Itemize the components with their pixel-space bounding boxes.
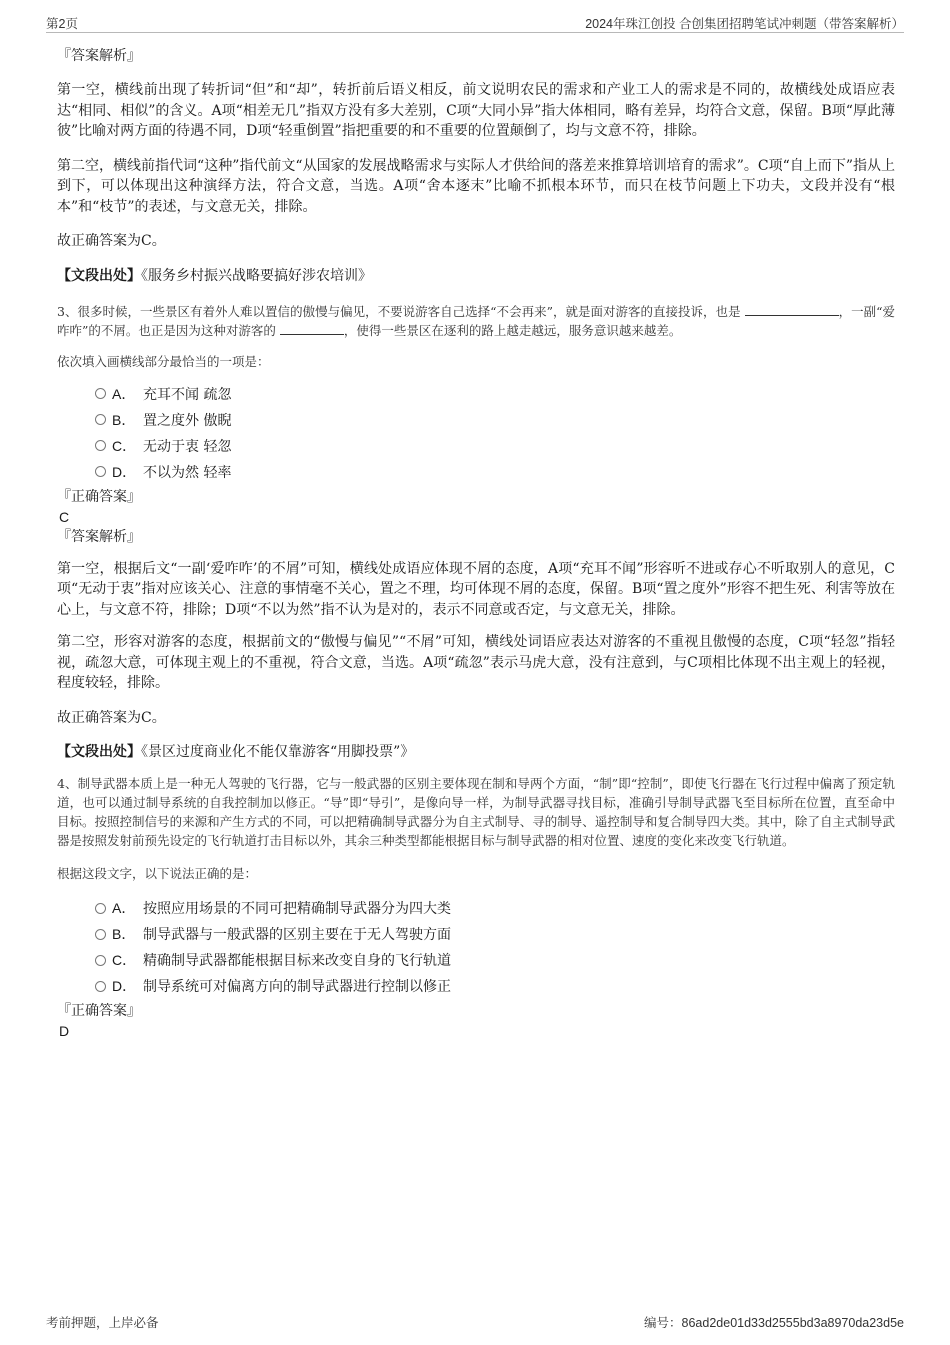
q3-blank-1 (745, 302, 839, 316)
radio-icon[interactable] (95, 466, 106, 477)
q2-conclusion: 故正确答案为C。 (57, 233, 166, 249)
footer-code-value: 86ad2de01d33d2555bd3a8970da23d5e (681, 1316, 904, 1330)
q3-stem-part-1: 3、很多时候，一些景区有着外人难以置信的傲慢与偏见，不要说游客自己选择“不会再来”，就是面对游客的直接投诉，也是 (57, 303, 741, 319)
page-footer (46, 1313, 904, 1329)
radio-icon[interactable] (95, 903, 106, 914)
q4-option-b[interactable]: B． 制导武器与一般武器的区别主要在于无人驾驶方面 (95, 921, 895, 947)
q2-source-label: 【文段出处】 (57, 267, 141, 284)
footer-slogan: 考前押题，上岸必备 (46, 1316, 159, 1330)
radio-icon[interactable] (95, 440, 106, 451)
page-header (46, 14, 904, 33)
q4-stem: 4、制导武器本质上是一种无人驾驶的飞行器，它与一般武器的区别主要体现在制和导两个方面，“制”即“控制”，即使飞行器在飞行过程中偏离了预定轨道，也可以通过制导系统的自我控制加以修正。“导”即“导引”，是像向导一样，为制导武器寻找目标，准确引导制导武器飞至目标所在位置，直至命中目标。按照控制信号的来源和产生方式的不同，可以把精确制导武器分为自主式制导、寻的制导、遥控制导和复合制导四大类。其中，除了自主式制导武器是按照发射前预先设定的飞行轨道打击目标以外，其余三种类型都能根据目标与制导武器的相对位置、速度的变化来改变飞行轨道。 (57, 776, 895, 848)
q3-source (57, 742, 895, 762)
q3-analysis-paragraph-1: 第一空，根据后文“一副‘爱咋咋’的不屑”可知，横线处成语应体现不屑的态度，A项“充耳不闻”形容听不进或存心不听取别人的意见，C项“无动于衷”指对应该关心、注意的事情毫不关心，置之不理，均可体现不屑的态度，保留。B项“置之度外”形容不把生死、利害等放在心上，与文意不符，排除；D项“不以为然”指不认为是对的，表示不同意或否定，与文意无关，排除。 (57, 560, 895, 618)
page-number: 第2页 (46, 17, 78, 31)
q4-prompt: 根据这段文字，以下说法正确的是： (57, 866, 258, 881)
q3-answer-label: 『正确答案』 (57, 488, 141, 505)
q2-analysis-paragraph-1: 第一空，横线前出现了转折词“但”和“却”，转折前后语义相反，前文说明农民的需求和产业工人的需求是不同的，故横线处成语应表达“相同、相似”的含义。A项“相差无几”指双方没有多大差别，C项“大同小异”指大体相同，略有差异，均符合文意，保留。B项“厚此薄彼”比喻对两方面的待遇不同，D项“轻重倒置”指把重要的和不重要的位置颠倒了，均与文意不符，排除。 (57, 82, 895, 139)
q4-option-d[interactable]: D． 制导系统可对偏离方向的制导武器进行控制以修正 (95, 973, 895, 999)
q2-source-title: 《服务乡村振兴战略要搞好涉农培训》 (141, 267, 372, 284)
q3-option-a[interactable]: A． 充耳不闻 疏忽 (95, 381, 895, 407)
q3-option-b[interactable]: B． 置之度外 傲睨 (95, 407, 895, 433)
q3-stem (57, 302, 895, 340)
radio-icon[interactable] (95, 955, 106, 966)
radio-icon[interactable] (95, 388, 106, 399)
q4-options (57, 895, 895, 999)
q4-option-a[interactable]: A． 按照应用场景的不同可把精确制导武器分为四大类 (95, 895, 895, 921)
q3-blank-2 (280, 321, 344, 335)
q3-answer: C (59, 508, 70, 525)
radio-icon[interactable] (95, 981, 106, 992)
q3-analysis-paragraph-2: 第二空，形容对游客的态度，根据前文的“傲慢与偏见”“不屑”可知，横线处词语应表达对游客的不重视且傲慢的态度，C项“轻忽”指轻视，疏忽大意，可体现主观上的不重视，符合文意，当选。A项“疏忽”表示马虎大意，没有注意到，与C项相比体现不出主观上的轻视，程度较轻，排除。 (57, 634, 895, 691)
q4-answer: D (59, 1023, 70, 1039)
q3-options (57, 381, 895, 485)
q4-answer-label: 『正确答案』 (57, 1003, 141, 1019)
q3-option-d[interactable]: D． 不以为然 轻率 (95, 459, 895, 485)
q2-source (57, 266, 895, 286)
q3-stem-part-2: ，一副“爱咋咋”的不屑。也正是因为这种对游客的 (57, 303, 895, 338)
q2-analysis-label: 『答案解析』 (57, 48, 141, 64)
q3-stem-part-3: ，使得一些景区在逐利的路上越走越远，服务意识越来越差。 (343, 322, 682, 338)
q3-source-title: 《景区过度商业化不能仅靠游客“用脚投票”》 (141, 744, 415, 760)
radio-icon[interactable] (95, 929, 106, 940)
q2-analysis-paragraph-2: 第二空，横线前指代词“这种”指代前文“从国家的发展战略需求与实际人才供给间的落差来推算培训培育的需求”。C项“自上而下”指从上到下，可以体现出这种演绎方法，符合文意，当选。A项“舍本逐末”比喻不抓根本环节，而只在枝节问题上下功夫，文段并没有“根本”和“枝节”的表述，与文意无关，排除。 (57, 157, 895, 215)
q3-prompt: 依次填入画横线部分最恰当的一项是： (57, 353, 270, 369)
radio-icon[interactable] (95, 414, 106, 425)
footer-code (644, 1313, 904, 1331)
q3-source-label: 【文段出处】 (57, 744, 141, 760)
footer-code-label: 编号： (644, 1316, 682, 1330)
document-title: 2024年珠江创投 合创集团招聘笔试冲刺题（带答案解析） (585, 17, 904, 31)
q3-conclusion: 故正确答案为C。 (57, 709, 166, 726)
page-content (57, 46, 895, 1041)
q3-option-c[interactable]: C． 无动于衷 轻忽 (95, 433, 895, 459)
q3-analysis-label: 『答案解析』 (57, 528, 141, 545)
q4-option-c[interactable]: C． 精确制导武器都能根据目标来改变自身的飞行轨道 (95, 947, 895, 973)
